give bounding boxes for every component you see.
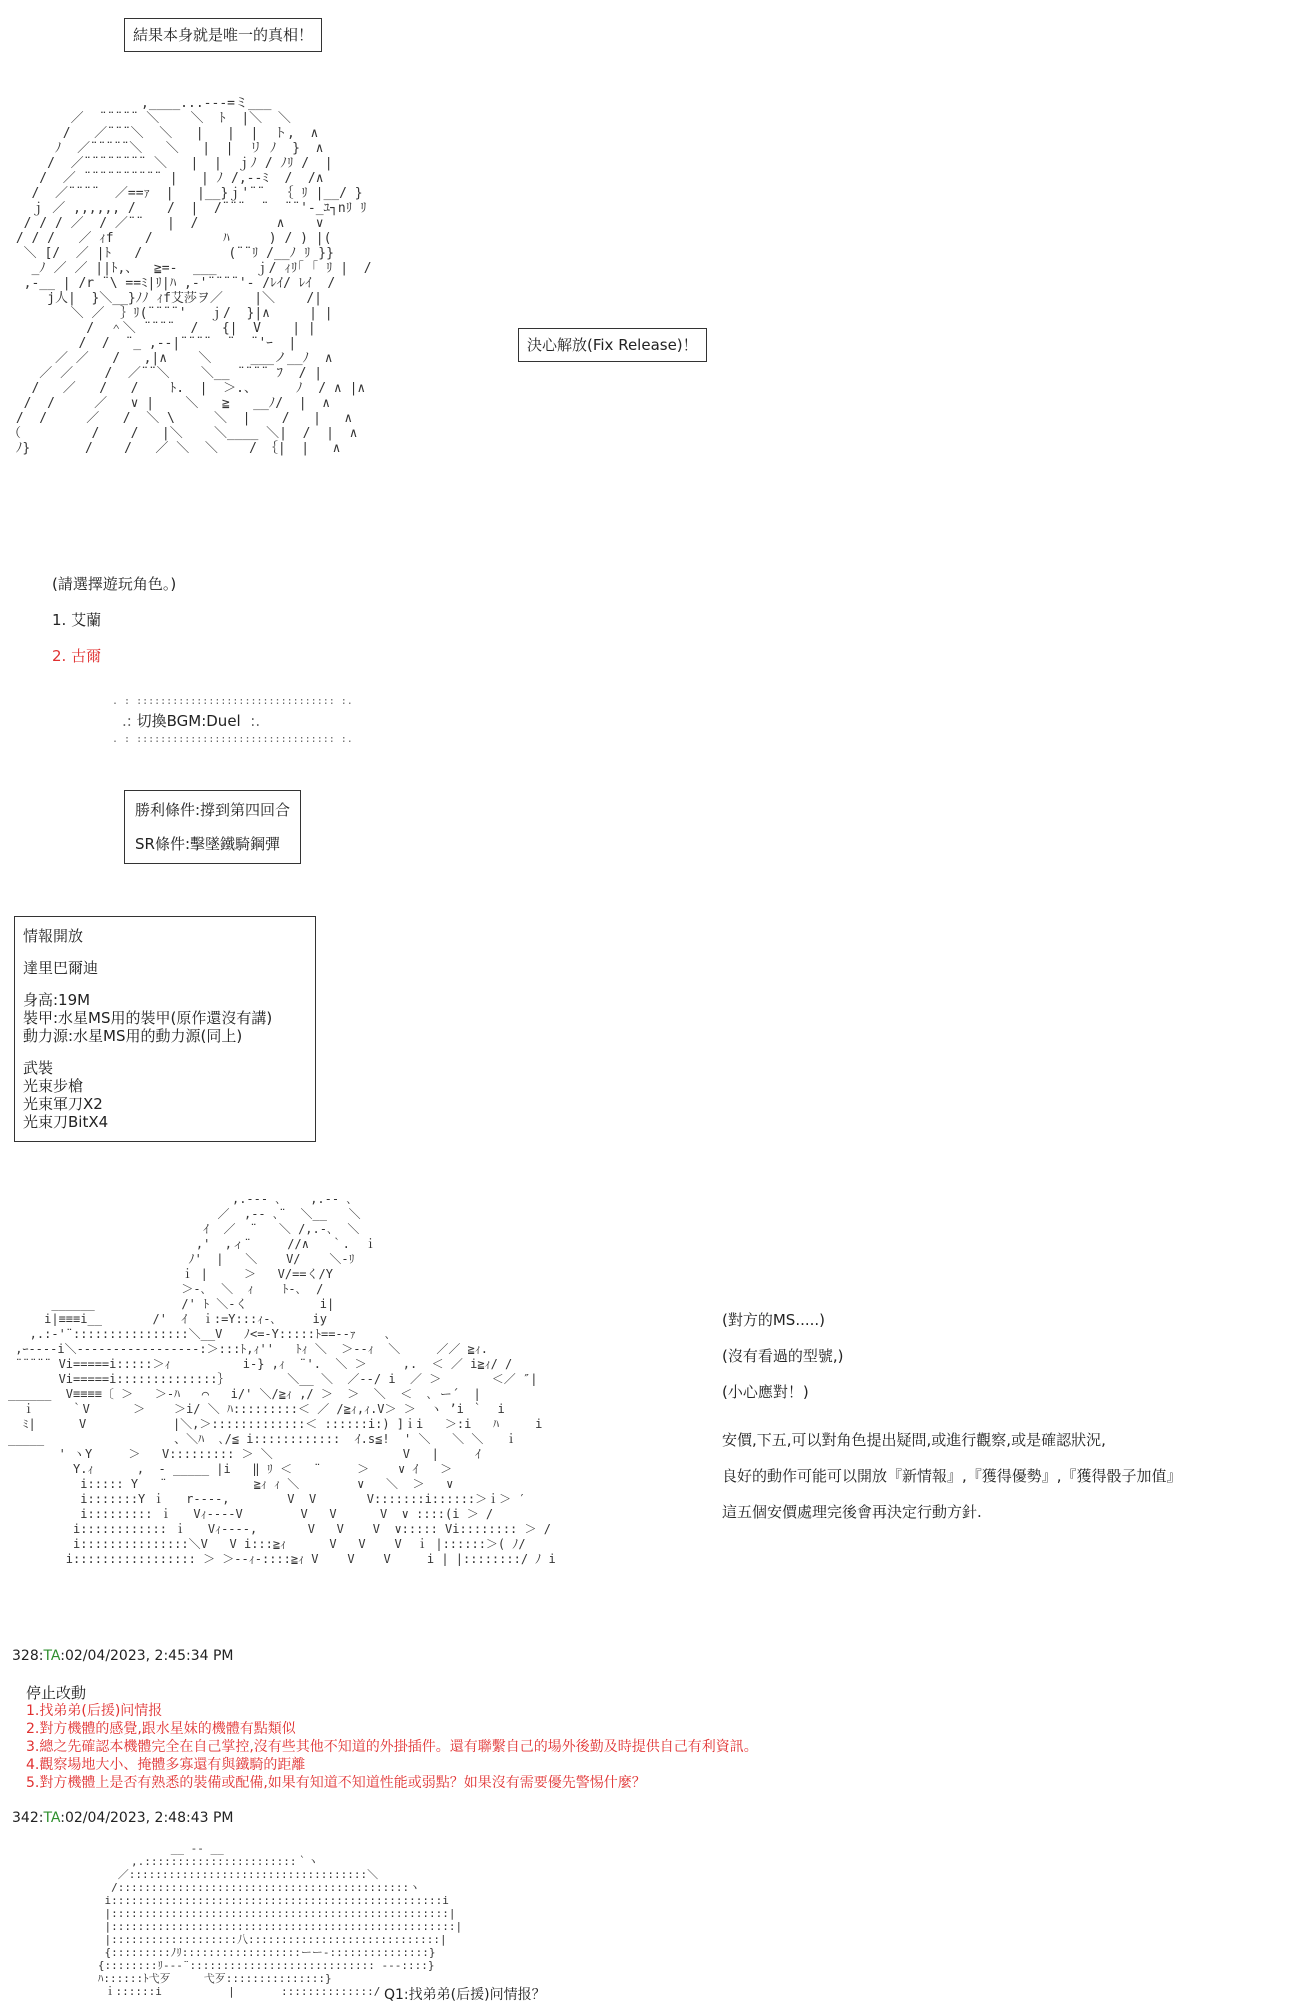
post-time: :02/04/2023, 2:45:34 PM (60, 1648, 234, 1664)
post-number: 342: (12, 1810, 44, 1826)
bgm-frame-top: . : ::::::::::::::::::::::::::::::::: :. (112, 696, 353, 707)
caption-text-top: 結果本身就是唯一的真相！ (133, 26, 314, 44)
info-box (14, 916, 316, 1142)
character-choice (52, 566, 176, 674)
post-header-342 (12, 1810, 234, 1826)
info-height: 身高:19M (23, 991, 91, 1009)
info-weapon-1: 光束步槍 (23, 1077, 84, 1095)
bgm-frame-bottom: . : ::::::::::::::::::::::::::::::::: :. (112, 734, 353, 745)
info-title: 情報開放 (23, 927, 84, 945)
post-items (26, 1702, 758, 1792)
instruction-2: 良好的動作可能可以開放『新情報』,『獲得優勢』,『獲得骰子加值』 (722, 1467, 1182, 1485)
thought-3: (小心應對！) (722, 1383, 809, 1401)
info-weapon-2: 光束軍刀X2 (23, 1095, 103, 1113)
post-header-328 (12, 1648, 234, 1664)
post-time: :02/04/2023, 2:48:43 PM (60, 1810, 234, 1826)
bgm-line: .: 切換BGM:Duel :. (122, 712, 261, 730)
info-power: 動力源:水星MS用的動力源(同上) (23, 1027, 243, 1045)
info-armor: 裝甲:水星MS用的裝甲(原作還沒有講) (23, 1009, 273, 1027)
post-item-3: 3.總之先確認本機體完全在自己掌控,沒有些其他不知道的外掛插件。還有聯繫自己的場外後勤及時提供自己有利資訊。 (26, 1739, 758, 1755)
caption-box-release (518, 328, 707, 362)
q1-partial: Q1:找弟弟(后援)问情报？ (384, 1987, 546, 2003)
instructions-block (722, 1422, 1182, 1530)
post-item-5: 5.對方機體上是否有熟悉的裝備或配備,如果有知道不知道性能或弱點？如果沒有需要優先警惕什麼？ (26, 1775, 646, 1791)
post-author[interactable]: TA (43, 1648, 61, 1664)
win-condition: 勝利條件:撐到第四回合 (135, 801, 291, 819)
instruction-3: 這五個安價處理完後會再決定行動方針. (722, 1503, 982, 1521)
info-weapon-3: 光束刀BitX4 (23, 1113, 109, 1131)
info-weapons-title: 武裝 (23, 1059, 54, 1077)
sr-condition: SR條件:擊墜鐵騎鋼彈 (135, 835, 280, 853)
choice-option-1[interactable]: 1. 艾蘭 (52, 611, 102, 629)
conditions-box (124, 790, 301, 864)
instruction-1: 安價,下五,可以對角色提出疑問,或進行觀察,或是確認狀況, (722, 1431, 1106, 1449)
ascii-art-small-character: __ ‐‐ __ ,.:::::::::::::::::::::::｀ヽ ／::::::::::::::::::::::::::::::::::::＼ /::::::::::::::::::::::::::::::::::::::::::::ヽ i::::::::::::::::::::::::::::::::::::::::::::::::::i |:::::::::::::::::::::::::::::::::::::::::::::::::::| |::::::::::::::::::::::::::::::::::::::::::::::::::::| |:::::::::::::::::::八:::::::::::::::::::::::::::::| {:::::::::ﾉﾘ::::::::::::::::::ーー‐:::::::::::::::} {::::::::ﾘ-‐‐¨:::::::::::::::::::::::::::: ‐‐-::::} ﾊ::::::ﾄ弋歹 弋歹:::::::::::::::} ｉ::::::i | ::::::::::::::/ (97, 1842, 463, 1998)
info-name: 達里巴爾迪 (23, 959, 99, 977)
thought-2: (沒有看過的型號,) (722, 1347, 844, 1365)
caption-text-release: 決心解放(Fix Release)！ (527, 336, 698, 354)
thought-1: (對方的MS.....) (722, 1311, 826, 1329)
bgm-text: 切換BGM:Duel (136, 712, 241, 730)
choice-option-2[interactable]: 2. 古爾 (52, 647, 102, 665)
thoughts-block (722, 1302, 843, 1410)
post-number: 328: (12, 1648, 44, 1664)
caption-box-top (124, 18, 322, 52)
post-author[interactable]: TA (43, 1810, 61, 1826)
post-item-1: 1.找弟弟(后援)问情报 (26, 1703, 163, 1719)
ascii-art-mobile-suit: ,.--‐ ､ ,.-‐ ､ ／ ,-- ､¨ ＼__ ＼ ｲ ／ ¨ ＼ /,.-､ ＼ ,' ,ィ¨ //∧ ｀. ｉ ﾉ' | ＼ V/ ＼-ﾘ ｉ | ＞ V/==く/Y ＞-､ ＼ ｨ ﾄ-､ / ______ /' ﾄ ＼-く i| i|≡≡≡i__ /' ｲ ｉ:=Y:::ｨ-､ iy ,.:‐'¨::::::::::::::::＼__V ﾉ<=-Y:::::ﾄ==--ｧ ､ ,ｰ‐‐‐‐i＼‐‐‐‐‐‐‐‐‐‐‐‐‐‐‐‐‐:＞:::ﾄ,ｨ'' ﾄｨ ＼ ＞-‐ｨ ＼ ／／ ≧ｨ. ¨¨¨¨¨ Vi=====i:::::＞ｨ i-} ,ｨ ¨'. ＼ ＞ ,. ＜ ／ i≧ｨ/ / Vi=====i::::::::::::::｝ ＼__ ＼ ／‐-/ i ／ ＞ ＜／ ″| ______ V≡≡≡≡〔 ＞ ＞-ﾊ ⌒ i/' ＼/≧ｨ ,/ ＞ ＞ ＼ ＜ ､ ー´ | ｉ ｀V ＞ ＞i/ ＼ ﾊ:::::::::＜ ／ /≧ｨ,ｨ.V＞ ＞ ヽ ’i ｀ i ﾐ| V |＼,＞:::::::::::::＜ ::::::i:) ]ｉi ＞:i ﾊ i _____ 、＼ﾊ ､/≦ i:::::::::::: ｲ.s≦! ' ＼ ＼ ＼ ｉ ' ヽY ＞ V::::::::: ＞ ＼ V | ｲ Y.ｨ , ‐ _____ |i ‖ ﾘ ＜ ¨ ＞ ∨ ｲ ＞ i::::: Y ¨ ≧ｨ ｨ ＼ ∨ ＼ ＞ ∨ i:::::::Y ｉ r‐‐‐‐, V V V:::::::i::::::＞ｉ＞ ′ i::::::::: ｉ Vｨ---‐V V V V ∨ ::::(i ＞ / i:::::::::::: ｉ Vｨ-‐‐‐, V V V ∨::::: Vi:::::::: ＞ / i:::::::::::::::＼V V i:::≧ｨ V V V ｉ |::::::＞( ﾉ/ i::::::::::::::::: ＞ ＞-‐ｨ-::::≧ｨ V V V i | |::::::::/ ﾉ i (8, 1192, 556, 1566)
post-title: 停止改動 (26, 1684, 87, 1702)
post-item-2: 2.對方機體的感覺,跟水星妹的機體有點類似 (26, 1721, 296, 1737)
ascii-art-portrait: ,____...---=ミ___ ／ ¨¨¨¨¨ ＼ ＼ ﾄ |＼ ＼ / ／¨¨¨＼ ＼ | | | ト, ∧ ﾉ ／¨¨¨¨¨＼ ＼ | | リ ﾉ } ∧ / ／¨¨¨¨¨¨¨¨ ＼ | | ｊﾉ / ﾉﾘ / | / ／ ¨¨¨¨¨¨¨¨¨¨ | | ﾉ /,--ﾐ / /∧ / ／¨¨¨¨ ／==ｧ | |__}ｊ'¨¨ ｛ ﾘ |__/ } ｊ ／ ,,,,,, / / | /¨¨¨ ¨ ¨¨'-_ﾕ┐nﾘ ﾘ / / / ／ / ／¨¨ | / ∧ ∨ / / / ／ ｨf / ﾊ ) / ) |( ＼ [/ ／ |ﾄ / (¨¨ﾘ /__ﾉ ﾘ }} _ﾉ ／ ／ ||ﾄ,、 ≧=- ___ ｊ/ ｨﾘ｢ ｢ ﾘ | / ,-__ | /r ¨\ ==ﾐ|ﾘ|ﾊ ,-'¨¨¨¨'- /ﾚｲ/ ﾚｲ / j人| }＼__}ﾉﾉ ｨf艾莎ヲ／ |＼ /| ＼ ／ ｝ﾘ(¨¨¨¨' ｊ/ }|∧ | | / ＾＼ ¨¨¨¨ / {| V | | / / ¨_ ,--|¨¨¨¨ ¨ ¨'ｰ | ／ ／ / ,|∧ ＼ ___ノ__ﾉ ∧ ／ ／ / ／¨¨＼ ＼__ ¨¨¨¨ ﾌ / | / ／ / / ﾄ. | ＞.、 ﾉ / ∧ |∧ / / ／ ∨ | ＼ ≧ __ﾉ/ | ∧ / / ／ / ＼ \ ＼ | / | ∧ （ / / |＼ ＼____ ＼| / | ∧ ﾉ} / / ／ ＼ ＼ / ｛| | ∧ (8, 96, 372, 456)
post-item-4: 4.觀察場地大小、掩體多寡還有與鐵騎的距離 (26, 1757, 306, 1773)
choice-prompt: (請選擇遊玩角色。) (52, 575, 177, 593)
